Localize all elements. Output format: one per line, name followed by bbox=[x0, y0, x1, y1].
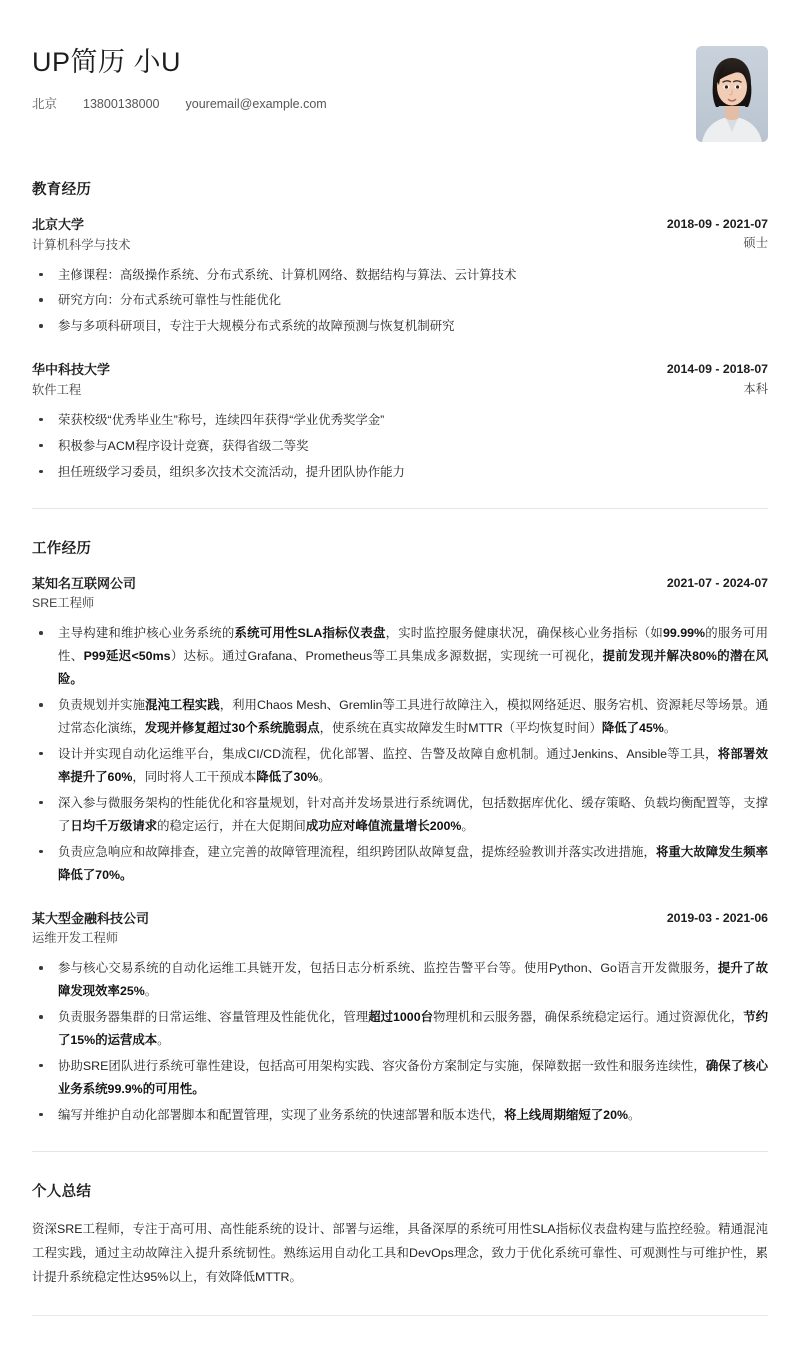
bullet-text: ，同时将人工干预成本 bbox=[132, 769, 257, 784]
bullet-item bbox=[32, 1006, 768, 1052]
bullet-highlight: 将重大故障发生频率降低了70%。 bbox=[58, 844, 769, 882]
bullet-text: 负责应急响应和故障排查，建立完善的故障管理流程，组织跨团队故障复盘，提炼经验教训并落实改进措施， bbox=[58, 844, 656, 859]
entry-head-left bbox=[32, 909, 149, 949]
bullet-text: 参与核心交易系统的自动化运维工具链开发，包括日志分析系统、监控告警平台等。使用Python、Go语言开发微服务， bbox=[58, 961, 718, 976]
bullet-item bbox=[32, 957, 768, 1003]
avatar-portrait-icon bbox=[696, 46, 768, 142]
bullet-text: 主导构建和维护核心业务系统的 bbox=[58, 626, 235, 641]
bullet-text: ，利用Chaos Mesh、Gremlin等工具进行故障注入，模拟网络延迟、服务宕机、资源耗尽等场景。通过常态化演练， bbox=[58, 698, 769, 736]
school-date-range: 2014-09 - 2018-07 bbox=[666, 362, 768, 377]
contact-row bbox=[32, 96, 696, 114]
school-degree: 硕士 bbox=[743, 236, 768, 251]
entry-head-left bbox=[32, 215, 130, 255]
bullet-list bbox=[32, 622, 768, 886]
contact-location: 北京 bbox=[32, 97, 58, 112]
entry-head-left bbox=[32, 360, 110, 400]
bullet-text: 。 bbox=[663, 721, 677, 736]
entry-head bbox=[32, 360, 768, 400]
work-entry bbox=[32, 909, 768, 1127]
bullet-item bbox=[32, 743, 768, 789]
entry-head-right bbox=[667, 909, 768, 927]
bullet-item: 荣获校级“优秀毕业生”称号，连续四年获得“学业优秀奖学金” bbox=[32, 409, 768, 432]
bullet-item bbox=[32, 792, 768, 838]
section-title-education: 教育经历 bbox=[32, 182, 92, 198]
bullet-highlight: 降低了30% bbox=[256, 769, 319, 784]
section-title-work: 工作经历 bbox=[32, 540, 92, 557]
school-degree: 本科 bbox=[743, 381, 768, 396]
education-entry bbox=[32, 215, 768, 338]
job-title: 运维开发工程师 bbox=[32, 931, 119, 946]
company-name: 某知名互联网公司 bbox=[32, 575, 137, 591]
bullet-text: ，实时监控服务健康状况，确保核心业务指标（如 bbox=[385, 626, 663, 641]
school-name: 北京大学 bbox=[32, 217, 85, 232]
summary-paragraph: 资深SRE工程师，专注于高可用、高性能系统的设计、部署与运维，具备深厚的系统可用性SLA指标仪表盘构建与监控经验。精通混沌工程实践，通过主动故障注入提升系统韧性。熟练运用自动化工具和DevOps理念，致力于优化系统可靠性、可观测性与可维护性，累计提升系统稳定性达95%以上，有效降低MTTR。 bbox=[32, 1221, 768, 1285]
entry-head bbox=[32, 215, 768, 255]
company-name: 某大型金融科技公司 bbox=[32, 910, 150, 926]
bullet-text: 编写并维护自动化部署脚本和配置管理，实现了业务系统的快速部署和版本迭代， bbox=[58, 1107, 505, 1122]
bullet-text: 的稳定运行，并在大促期间 bbox=[157, 818, 306, 833]
bullet-text: 物理机和云服务器，确保系统稳定运行。通过资源优化， bbox=[433, 1010, 744, 1024]
section-work bbox=[32, 509, 768, 1127]
bullet-item: 主修课程：高级操作系统、分布式系统、计算机网络、数据结构与算法、云计算技术 bbox=[32, 264, 768, 287]
bullet-highlight: 将上线周期缩短了20% bbox=[504, 1107, 628, 1122]
bullet-text: 负责规划并实施 bbox=[58, 698, 146, 713]
avatar bbox=[696, 46, 768, 142]
page-title: UP简历 小U bbox=[32, 47, 182, 77]
bullet-text: 负责服务器集群的日常运维、容量管理及性能优化，管理 bbox=[58, 1010, 369, 1024]
bullet-item bbox=[32, 841, 768, 887]
section-education bbox=[32, 150, 768, 484]
bottom-divider bbox=[32, 1315, 768, 1316]
bullet-list bbox=[32, 409, 768, 484]
school-date-range: 2018-09 - 2021-07 bbox=[666, 217, 768, 231]
contact-phone: 13800138000 bbox=[83, 97, 160, 112]
education-entry bbox=[32, 360, 768, 483]
bullet-item: 积极参与ACM程序设计竞赛，获得省级二等奖 bbox=[32, 435, 768, 458]
bullet-text: 的服务可用性、 bbox=[58, 626, 769, 664]
bullet-highlight: 超过1000台 bbox=[368, 1010, 434, 1024]
bullet-highlight: 混沌工程实践 bbox=[145, 698, 220, 713]
bullet-item bbox=[32, 1055, 768, 1101]
bullet-item bbox=[32, 1104, 768, 1127]
bullet-highlight: 成功应对峰值流量增长200% bbox=[305, 818, 462, 833]
work-date-range: 2019-03 - 2021-06 bbox=[666, 910, 768, 925]
bullet-highlight: 发现并修复超过30个系统脆弱点 bbox=[144, 721, 320, 736]
entry-head-left bbox=[32, 574, 136, 614]
bullet-list bbox=[32, 957, 768, 1127]
entry-head-right bbox=[667, 360, 768, 398]
bullet-item: 担任班级学习委员，组织多次技术交流活动，提升团队协作能力 bbox=[32, 461, 768, 484]
entry-head-right bbox=[667, 215, 768, 253]
school-name: 华中科技大学 bbox=[32, 362, 111, 378]
work-date-range: 2021-07 - 2024-07 bbox=[666, 575, 768, 590]
section-summary bbox=[32, 1152, 768, 1290]
school-major: 计算机科学与技术 bbox=[32, 237, 131, 252]
bullet-highlight: 提前发现并解决80%的潜在风险。 bbox=[58, 649, 769, 687]
bullet-highlight: 99.99% bbox=[662, 626, 705, 641]
bullet-text: 设计并实现自动化运维平台，集成CI/CD流程，优化部署、监控、告警及故障自愈机制。通过Jenkins、Ansible等工具， bbox=[58, 746, 718, 761]
resume-header bbox=[32, 44, 768, 150]
bullet-highlight: 系统可用性SLA指标仪表盘 bbox=[234, 626, 386, 641]
bullet-highlight: 将部署效率提升了60% bbox=[58, 746, 769, 784]
bullet-text: 。 bbox=[318, 769, 331, 784]
bullet-highlight: 节约了15%的运营成本 bbox=[58, 1010, 769, 1047]
bullet-item bbox=[32, 694, 768, 740]
bullet-text: 。 bbox=[157, 1032, 170, 1047]
job-title: SRE工程师 bbox=[32, 596, 95, 611]
bullet-item: 研究方向：分布式系统可靠性与性能优化 bbox=[32, 289, 768, 312]
header-left bbox=[32, 44, 696, 114]
bullet-text: ，使系统在真实故障发生时MTTR（平均恢复时间） bbox=[319, 721, 602, 736]
bullet-text: 。 bbox=[628, 1107, 641, 1122]
entry-head bbox=[32, 909, 768, 949]
entry-head bbox=[32, 574, 768, 614]
bullet-text: ）达标。通过Grafana、Prometheus等工具集成多源数据，实现统一可视化， bbox=[170, 649, 603, 664]
bullet-highlight: 确保了核心业务系统99.9%的可用性。 bbox=[58, 1058, 769, 1096]
bullet-text: 。 bbox=[144, 984, 158, 999]
bullet-item bbox=[32, 622, 768, 691]
bullet-highlight: 提升了故障发现效率25% bbox=[58, 961, 769, 999]
school-major: 软件工程 bbox=[32, 382, 82, 397]
bullet-text: 深入参与微服务架构的性能优化和容量规划，针对高并发场景进行系统调优，包括数据库优化、缓存策略、负载均衡配置等，支撑了 bbox=[58, 795, 768, 833]
bullet-text: 协助SRE团队进行系统可靠性建设，包括高可用架构实践、容灾备份方案制定与实施，保障数据一致性和服务连续性， bbox=[58, 1058, 706, 1073]
entry-head-right bbox=[667, 574, 768, 592]
bullet-item: 参与多项科研项目，专注于大规模分布式系统的故障预测与恢复机制研究 bbox=[32, 315, 768, 338]
bullet-list bbox=[32, 264, 768, 339]
bullet-highlight: 日均千万级请求 bbox=[70, 818, 158, 833]
bullet-highlight: P99延迟<50ms bbox=[83, 649, 171, 664]
bullet-text: 。 bbox=[461, 818, 474, 833]
section-title-summary: 个人总结 bbox=[32, 1183, 92, 1200]
work-entry bbox=[32, 574, 768, 887]
bullet-highlight: 降低了45% bbox=[601, 721, 664, 736]
contact-email: youremail@example.com bbox=[185, 97, 327, 112]
